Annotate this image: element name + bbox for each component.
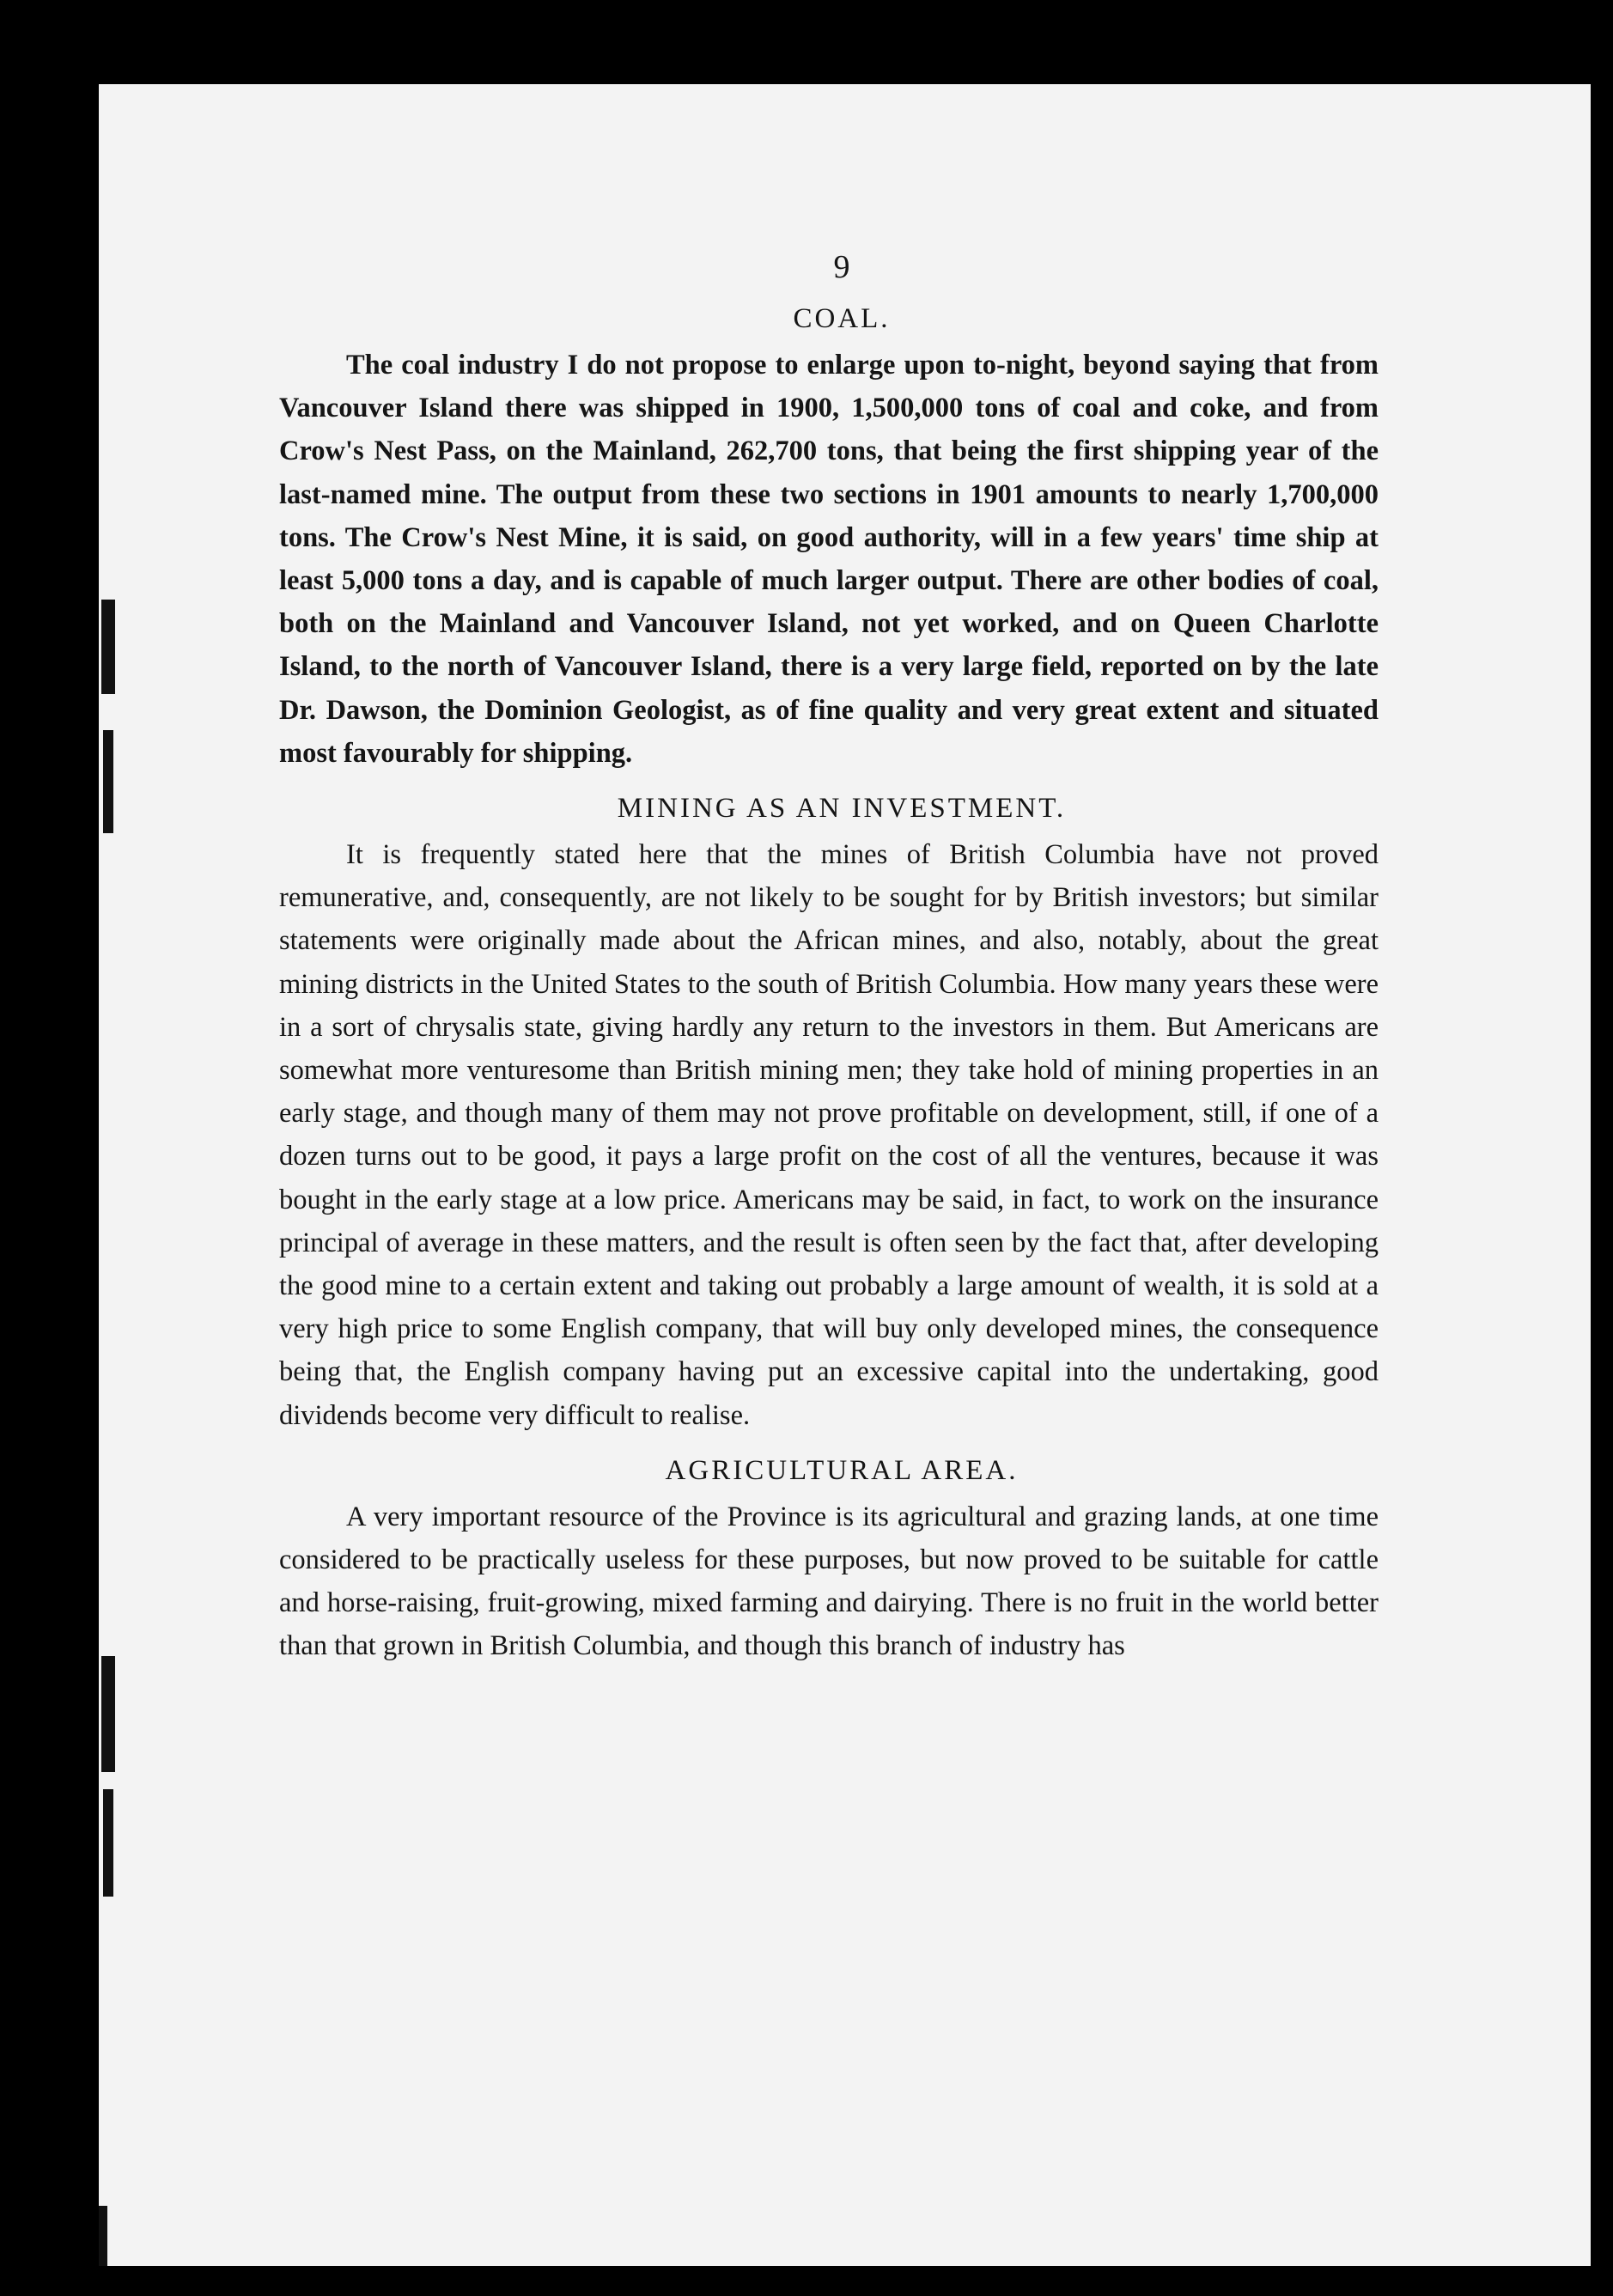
- section-heading-mining-investment: MINING AS AN INVESTMENT.: [617, 793, 1067, 825]
- binding-mark: [101, 600, 115, 694]
- binding-mark: [103, 730, 113, 833]
- mining-investment-paragraph: It is frequently stated here that the mines of British Columbia have not proved remunerative, and, consequently, are not likely to be sought for by British investors; but similar statements were originally made about the African mines, and also, notably, about the great mining districts in the United States to the south of British Columbia. How many years these were in a sort of chrysalis state, giving hardly any return to the investors in them. But Americans are somewhat more venturesome than British mining men; they take hold of mining properties in an early stage, and though many of them may not prove profitable on development, still, if one of a dozen turns out to be good, it pays a large profit on the cost of all the ventures, because it was bought in the early stage at a low price. Americans may be said, in fact, to work on the insurance principal of average in these matters, and the result is often seen by the fact that, after developing the good mine to a certain extent and taking out probably a large amount of wealth, it is sold at a very high price to some English company, that will buy only developed mines, the consequence being that, the English company having put an excessive capital into the undertaking, good dividends become very difficult to realise.: [279, 839, 1379, 1431]
- section-heading-coal: COAL.: [793, 303, 891, 334]
- agricultural-area-paragraph: A very important resource of the Province is its agricultural and grazing lands, at one time considered to be practically useless for these purposes, but now proved to be suitable for cattle and horse-raising, fruit-growing, mixed farming and dairying. There is no fruit in the world better than that grown in British Columbia, and though this branch of industry has: [279, 1501, 1379, 1662]
- binding-mark: [99, 2206, 107, 2266]
- page-text-block: [279, 247, 1379, 1682]
- binding-mark: [103, 1789, 113, 1897]
- binding-mark: [101, 1656, 115, 1772]
- coal-paragraph: The coal industry I do not propose to enlarge upon to-night, beyond saying that from Vancouver Island there was shipped in 1900, 1,500,000 tons of coal and coke, and from Crow's Nest Pass, on the Mainland, 262,700 tons, that being the first shipping year of the last-named mine. The output from these two sections in 1901 amounts to nearly 1,700,000 tons. The Crow's Nest Mine, it is said, on good authority, will in a few years' time ship at least 5,000 tons a day, and is capable of much larger output. There are other bodies of coal, both on the Mainland and Vancouver Island, not yet worked, and on Queen Charlotte Island, to the north of Vancouver Island, there is a very large field, reported on by the late Dr. Dawson, the Dominion Geologist, as of fine quality and very great extent and situated most favourably for shipping.: [279, 350, 1379, 769]
- section-heading-agricultural-area: AGRICULTURAL AREA.: [665, 1454, 1019, 1486]
- page-number: 9: [833, 249, 850, 285]
